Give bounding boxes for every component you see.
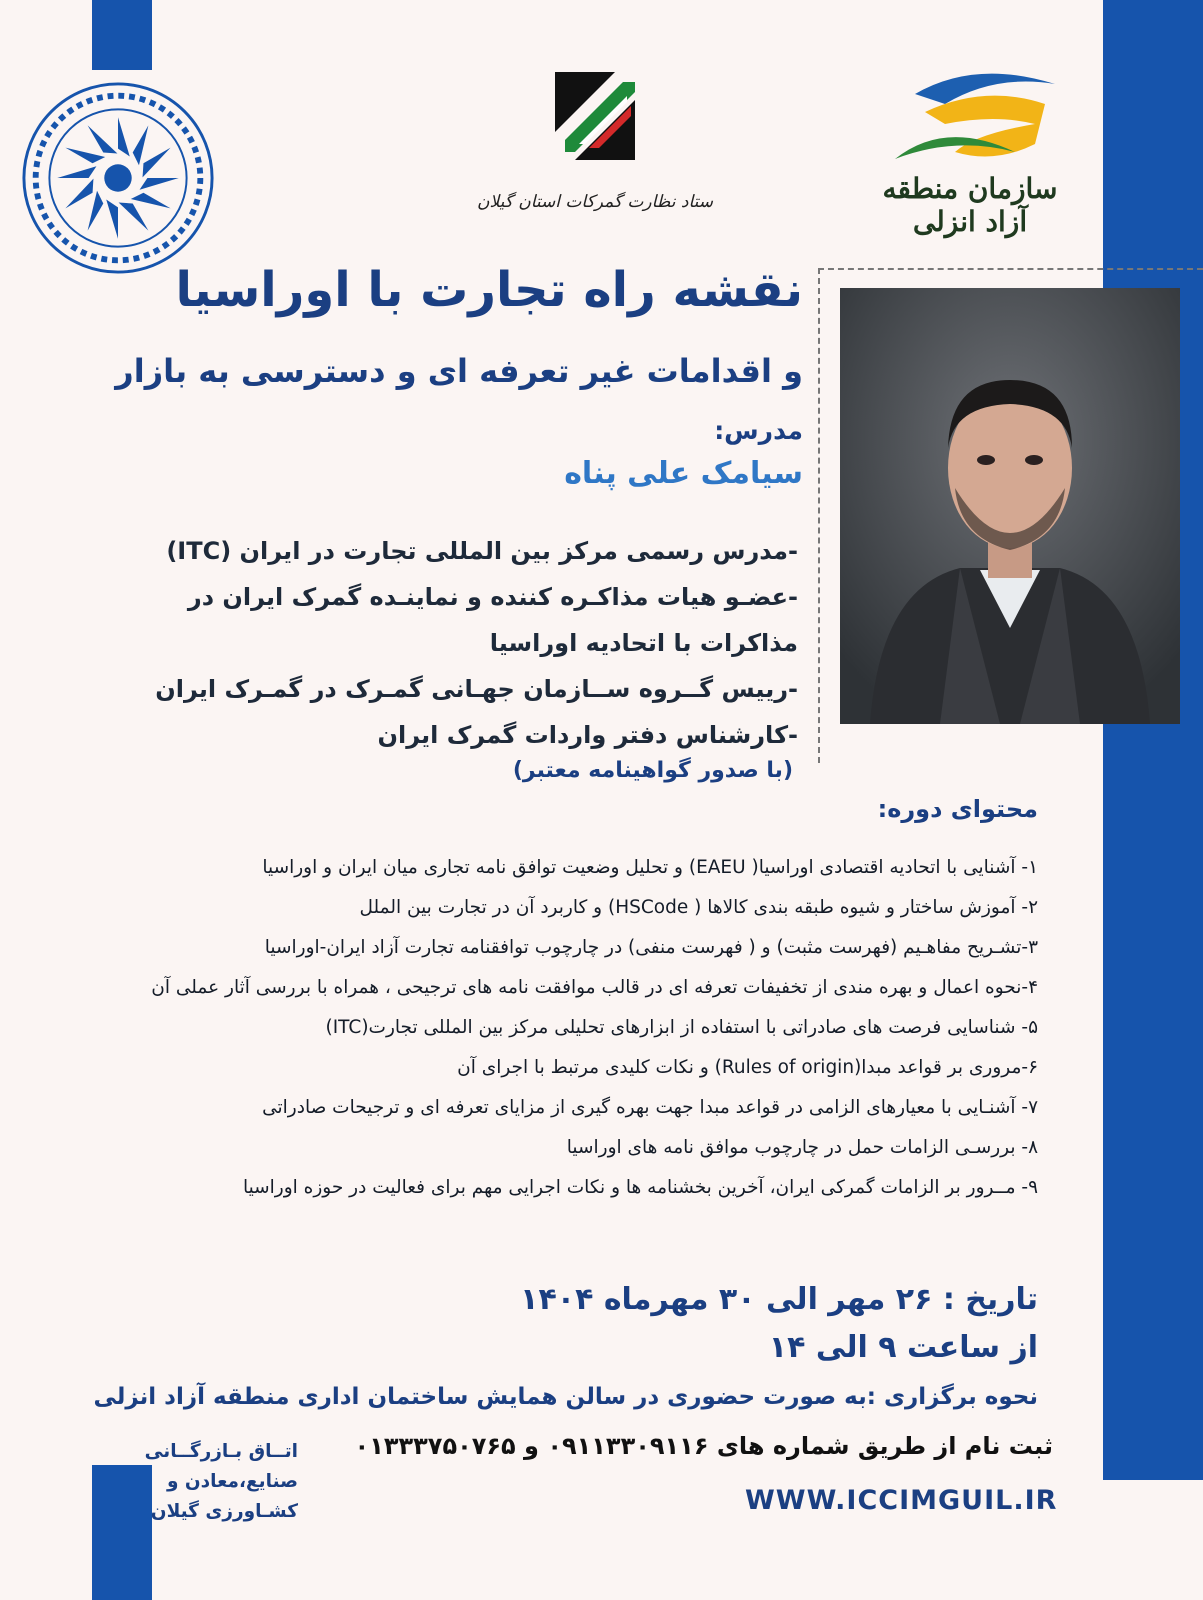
anzali-free-zone-logo <box>885 64 1065 174</box>
list-item: ۸- بررسـی الزامات حمل در چارچوب موافق نامه های اوراسیا <box>566 1137 1038 1158</box>
bio-line: -مدرس رسمی مرکز بین المللی تجارت در ایران (ITC) <box>166 537 798 565</box>
list-item: ۱- آشنایی با اتحادیه اقتصادی اوراسیا( EAEU) و تحلیل وضعیت توافق نامه تجاری میان ایران و اوراسیا <box>262 857 1038 878</box>
bio-line: -عضـو هیات مذاکـره کننده و نماینـده گمرک ایران در <box>187 583 798 611</box>
registration-phones: ثبت نام از طریق شماره های ۰۹۱۱۳۳۰۹۱۱۶ و ۰۱۳۳۳۷۵۰۷۶۵ <box>354 1432 1053 1460</box>
decorative-bar-bottom-left <box>92 1465 152 1600</box>
organizer-line: کشـاورزی گیلان <box>150 1501 298 1522</box>
chamber-of-commerce-logo <box>20 80 216 276</box>
list-item: ۶-مروری بر قواعد مبدا(Rules of origin) و نکات کلیدی مرتبط با اجرای آن <box>457 1057 1038 1078</box>
bio-line: مذاکرات با اتحادیه اوراسیا <box>489 629 798 657</box>
website-link[interactable]: WWW.ICCIMGUIL.IR <box>745 1485 1058 1516</box>
list-item: ۳-تشـریح مفاهـیم (فهرست مثبت) و ( فهرست منفی) در چارچوب توافقنامه تجارت آزاد ایران-اوراسیا <box>264 937 1038 958</box>
list-item: ۷- آشنـایی با معیارهای الزامی در قواعد مبدا جهت بهره گیری از مزایای تعرفه ای و ترجیحات صادراتی <box>262 1097 1038 1118</box>
event-date: تاریخ : ۲۶ مهر الی ۳۰ مهرماه ۱۴۰۴ <box>520 1282 1038 1317</box>
course-subtitle: و اقدامات غیر تعرفه ای و دسترسی به بازار <box>115 352 803 390</box>
course-title: نقشه راه تجارت با اوراسیا <box>175 262 803 318</box>
list-item: ۴-نحوه اعمال و بهره مندی از تخفیفات تعرفه ای در قالب موافقت نامه های ترجیحی ، همراه با بررسی آثار عملی آن <box>151 977 1038 998</box>
list-item: ۵- شناسایی فرصت های صادراتی با استفاده از ابزارهای تحلیلی مرکز بین المللی تجارت(ITC) <box>325 1017 1038 1038</box>
organizer-name <box>145 1437 298 1527</box>
organizer-line: اتــاق بـازرگــانی <box>144 1441 298 1462</box>
decorative-bar-top-left <box>92 0 152 70</box>
customs-logo <box>545 62 645 170</box>
event-venue: نحوه برگزاری :به صورت حضوری در سالن همایش ساختمان اداری منطقه آزاد انزلی <box>93 1384 1038 1410</box>
list-item: ۲- آموزش ساختار و شیوه طبقه بندی کالاها ( HSCode) و کاربرد آن در تجارت بین الملل <box>359 897 1038 918</box>
event-time: از ساعت ۹ الی ۱۴ <box>768 1330 1038 1365</box>
instructor-label: مدرس: <box>714 416 803 445</box>
customs-logo-caption: ستاد نظارت گمرکات استان گیلان <box>477 192 713 212</box>
instructor-name: سیامک علی پناه <box>564 456 803 491</box>
instructor-bio <box>155 528 798 758</box>
anzali-logo-caption: سازمان منطقه آزاد انزلی <box>882 172 1058 238</box>
bio-line: -کارشناس دفتر واردات گمرک ایران <box>377 721 798 749</box>
bio-line: -رییس گــروه ســازمان جهـانی گمـرک در گمـرک ایران <box>155 675 798 703</box>
course-content-title: محتوای دوره: <box>877 795 1038 823</box>
organizer-line: صنایع،معادن و <box>166 1471 298 1492</box>
course-content-list <box>148 848 1038 1208</box>
instructor-photo <box>840 288 1180 724</box>
list-item: ۹- مــرور بر الزامات گمرکی ایران، آخرین بخشنامه ها و نکات اجرایی مهم برای فعالیت در حوزه اوراسیا <box>242 1177 1038 1198</box>
certificate-note: (با صدور گواهینامه معتبر) <box>512 758 793 783</box>
